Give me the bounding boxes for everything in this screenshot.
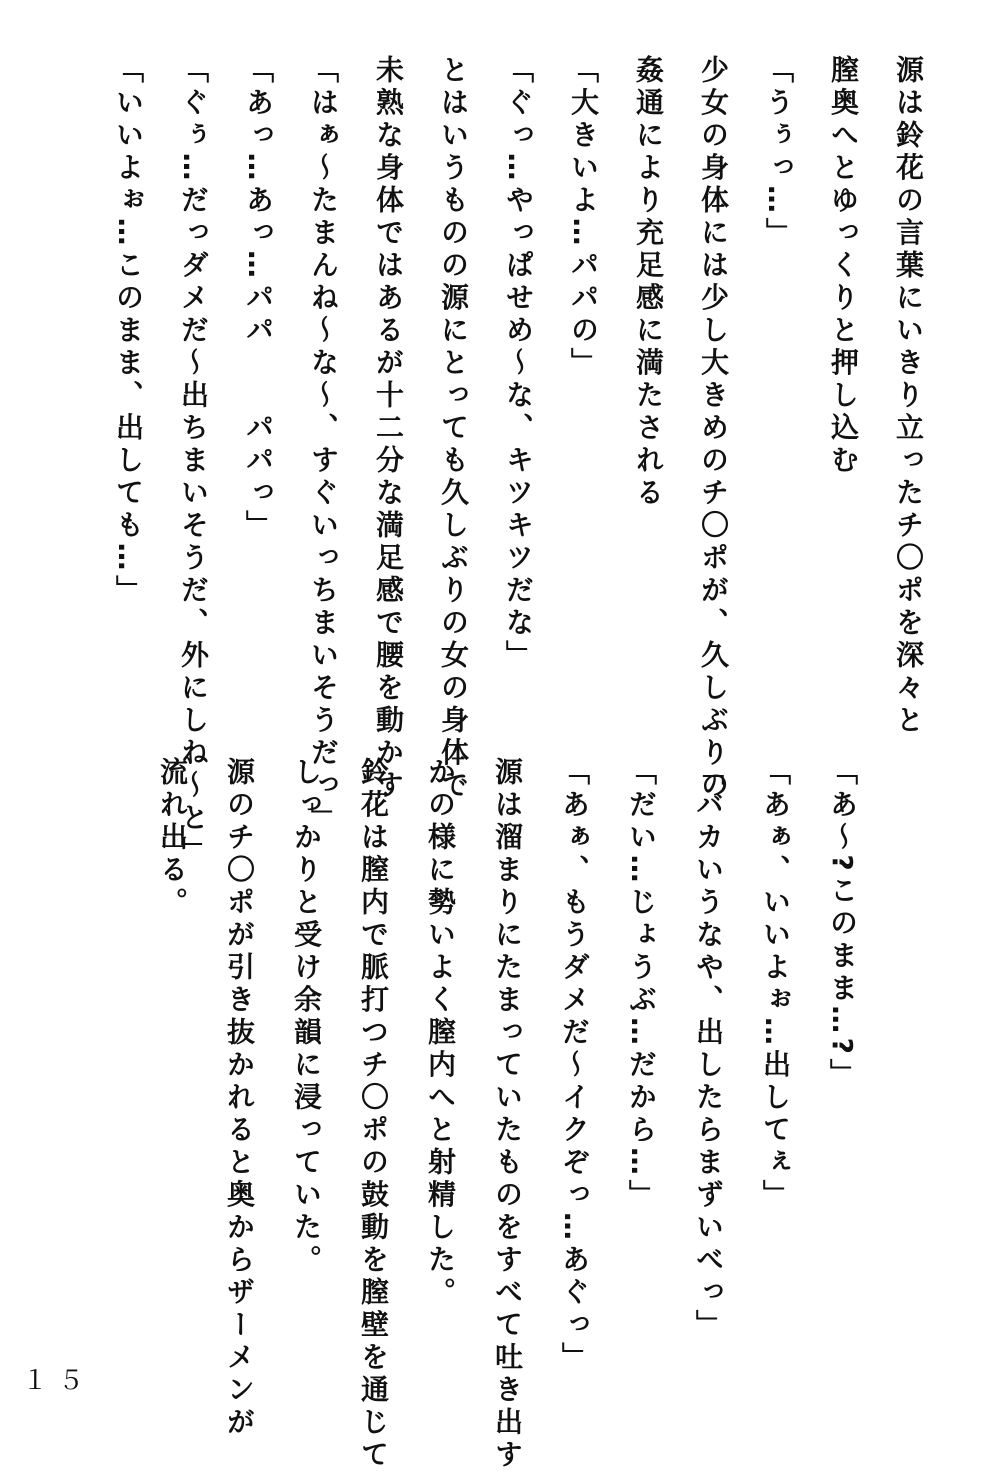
text-column: 「バカいうなや、出したらまずいべっ」 — [692, 757, 725, 1342]
text-column: 「あぁ、もうダメだ～イクぞっ…あぐっ」 — [558, 757, 591, 1375]
text-column: 「あ～?このまま…?」 — [826, 757, 859, 1091]
text-column: しっかりと受け余韻に浸っていた。 — [290, 757, 323, 1277]
text-column: 「大きいよ…パパの」 — [567, 55, 600, 380]
text-column: 膣奥へとゆっくりと押し込む — [827, 55, 860, 478]
text-column: 源は溜まりにたまっていたものをすべて吐き出す — [491, 757, 524, 1472]
text-column: 「ぐぅ…だっダメだ～出ちまいそうだ、外にしね～と」 — [177, 55, 210, 868]
page-number: １５ — [22, 1366, 95, 1396]
text-column: 少女の身体には少し大きめのチ〇ポが、久しぶりの — [697, 55, 730, 803]
text-column: 流れ出る。 — [156, 757, 189, 920]
text-column: 鈴花は膣内で脈打つチ〇ポの鼓動を膣壁を通じて — [357, 757, 390, 1472]
text-column: 「いいよぉ…このまま、出しても…」 — [112, 55, 145, 608]
text-column: 「うぅっ…」 — [762, 55, 795, 250]
text-column: 源は鈴花の言葉にいきり立ったチ〇ポを深々と — [892, 55, 925, 738]
text-column: 「はぁ～たまんね～な～、すぐいっちまいそうだっ」 — [307, 55, 340, 835]
text-column: 姦通により充足感に満たされる — [632, 55, 665, 510]
text-column: 未熟な身体ではあるが十二分な満足感で腰を動かす — [372, 55, 405, 803]
text-column: 源のチ〇ポが引き抜かれると奥からザーメンが — [223, 757, 256, 1440]
text-column: かの様に勢いよく膣内へと射精した。 — [424, 757, 457, 1310]
lower-text-block — [119, 757, 859, 1472]
upper-text-block — [77, 55, 925, 868]
text-column: 「あぁ、いいよぉ…出してぇ」 — [759, 757, 792, 1212]
text-column: とはいうものの源にとっても久しぶりの女の身体で — [437, 55, 470, 803]
text-column: 「ぐっ…やっぱせめ～な、キツキツだな」 — [502, 55, 535, 673]
text-column: 「だい…じょうぶ…だから…」 — [625, 757, 658, 1212]
text-column: 「あっ…あっ…パパ パパっ」 — [242, 55, 275, 543]
